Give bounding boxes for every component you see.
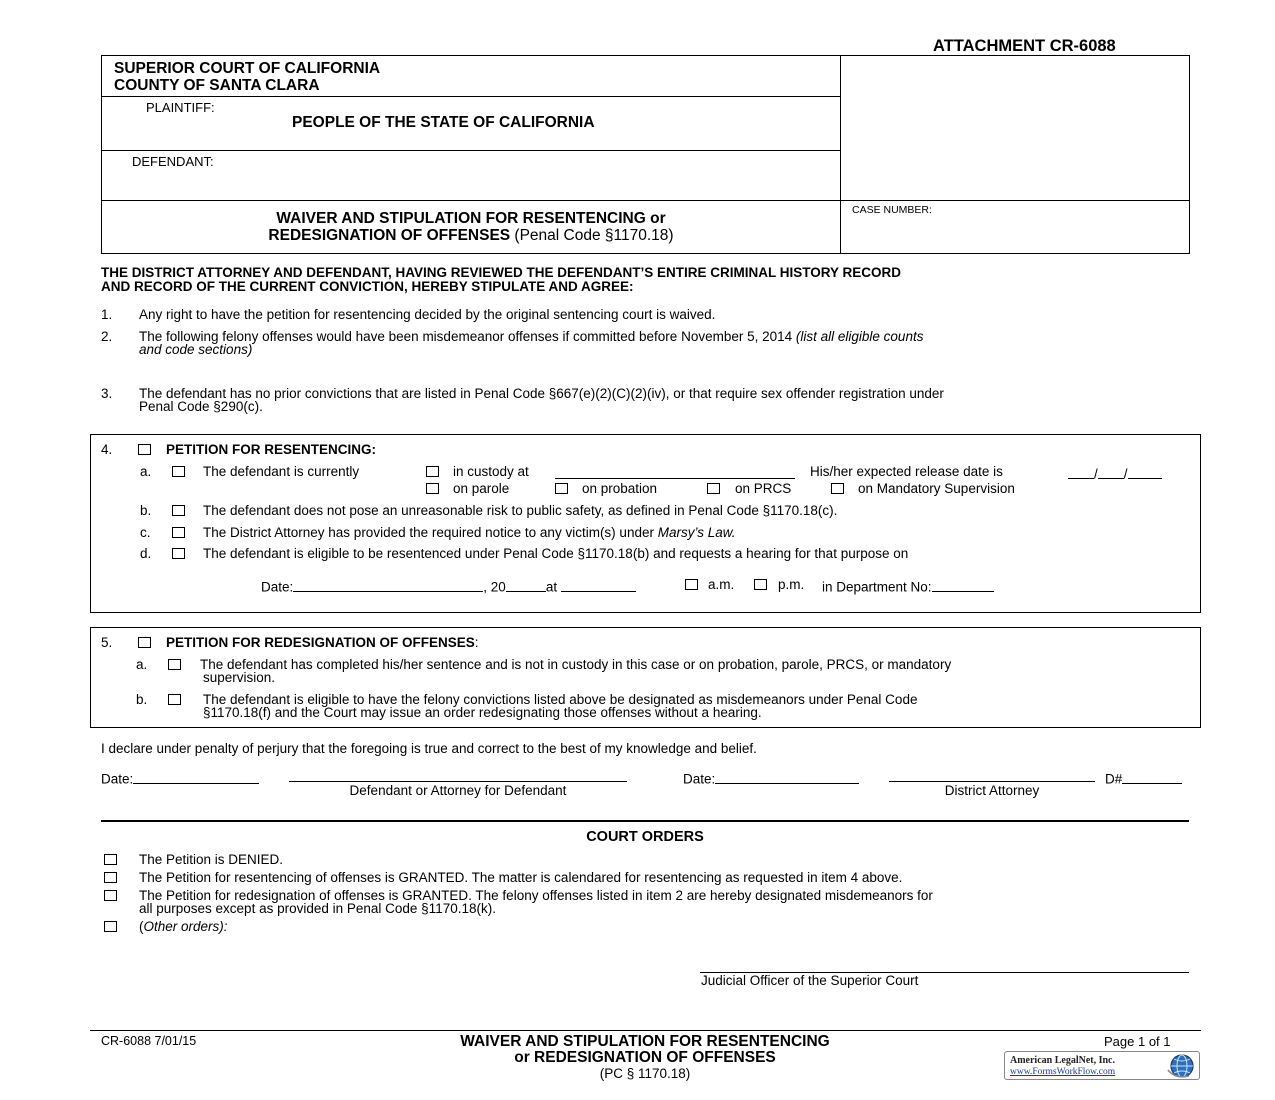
item-1-text: Any right to have the petition for resentencing decided by the original sentencing court is waived. [139,307,716,322]
on-parole-label: on parole [453,481,510,496]
eligible-offenses-field[interactable] [139,358,1189,382]
order-resentencing-text: The Petition for resentencing of offenses is GRANTED. The matter is calendared for resentencing as requested in item 4 above. [139,870,903,885]
on-probation-checkbox[interactable] [555,483,568,494]
court-orders-title: COURT ORDERS [586,829,704,845]
section-4a-text: The defendant is currently [203,464,360,479]
on-probation-label: on probation [582,481,658,496]
custody-location-field[interactable] [555,464,795,482]
section-4c-text: The District Attorney has provided the required notice to any victim(s) under Marsy’s Law. [203,525,736,540]
logo-website[interactable]: www.FormsWorkFlow.com [1010,1067,1116,1077]
section-5a-text: The defendant has completed his/her sentence and is not in custody in this case or on probation, parole, PRCS, or mandatory supervision. [200,657,952,685]
in-custody-checkbox[interactable] [426,466,439,477]
department-field[interactable] [932,577,994,592]
footer-separator [90,1030,1201,1031]
form-title: WAIVER AND STIPULATION FOR RESENTENCING or REDESIGNATION OF OFFENSES (Penal Code §1170.18) [268,210,674,244]
caption-divider-3 [101,200,1190,201]
section-4b-label: b. [140,503,152,518]
plaintiff-name: PEOPLE OF THE STATE OF CALIFORNIA [292,114,595,131]
da-signature-line[interactable] [889,781,1095,782]
section-5b-checkbox[interactable] [168,694,181,705]
section-4b-checkbox[interactable] [172,505,185,516]
footer-title: WAIVER AND STIPULATION FOR RESENTENCING or REDESIGNATION OF OFFENSES (PC § 1170.18) [460,1033,830,1081]
attachment-label: ATTACHMENT CR-6088 [933,37,1116,55]
court-orders-separator [101,820,1189,822]
order-other-text: (Other orders): [139,919,228,934]
legalnet-logo[interactable] [1004,1051,1200,1080]
da-signature-caption: District Attorney [944,783,1040,798]
dnum-row: D# [1105,769,1182,787]
defendant-label: DEFENDANT: [132,154,214,169]
section-5-checkbox[interactable] [138,637,151,648]
section-4-title: PETITION FOR RESENTENCING: [166,442,377,457]
hearing-year-field[interactable] [506,577,546,592]
release-date-label: His/her expected release date is [810,464,1003,479]
in-custody-label: in custody at [453,464,529,479]
item-2-number: 2. [101,329,113,344]
on-parole-checkbox[interactable] [426,483,439,494]
order-redesignation-checkbox[interactable] [104,890,117,901]
judge-signature-caption: Judicial Officer of the Superior Court [701,973,919,988]
caption-divider-1 [101,96,841,97]
section-5a-label: a. [136,657,148,672]
item-3-number: 3. [101,386,113,401]
footer-form-id: CR-6088 7/01/15 [101,1034,197,1048]
order-denied-text: The Petition is DENIED. [139,852,284,867]
order-denied-checkbox[interactable] [104,854,117,865]
footer-page-number: Page 1 of 1 [1104,1034,1171,1049]
intro-stipulation: THE DISTRICT ATTORNEY AND DEFENDANT, HAVING REVIEWED THE DEFENDANT’S ENTIRE CRIMINAL HISTORY RECORD AND RECORD OF THE CURRENT CONVICTION, HEREBY STIPULATE AND AGREE: [101,265,902,294]
section-4-box [90,434,1201,613]
section-4-checkbox[interactable] [138,444,151,455]
dnum-field[interactable] [1122,769,1182,784]
hearing-date-row: Date: , 20 at [261,577,636,595]
am-checkbox[interactable] [685,579,698,590]
defendant-signature-caption: Defendant or Attorney for Defendant [349,783,567,798]
plaintiff-label: PLAINTIFF: [146,100,215,115]
on-mandatory-supervision-checkbox[interactable] [831,483,844,494]
section-5-number: 5. [101,635,113,650]
section-4b-text: The defendant does not pose an unreasonable risk to public safety, as defined in Penal Code §1170.18(c). [203,503,838,518]
court-name: SUPERIOR COURT OF CALIFORNIA COUNTY OF SANTA CLARA [114,60,381,94]
item-3-text: The defendant has no prior convictions that are listed in Penal Code §667(e)(2)(C)(2)(iv), or that require sex offender registration under Penal Code §290(c). [139,386,944,414]
caption-divider-2 [101,150,841,151]
item-1-number: 1. [101,307,113,322]
section-5b-text: The defendant is eligible to have the felony convictions listed above be designated as misdemeanors under Penal Code §1170.18(f) and the Court may issue an order redesignating those offenses without a hearing. [203,692,918,720]
department-row: in Department No: [822,577,994,595]
case-number-field[interactable] [852,218,1182,248]
release-date-field[interactable]: / / [1068,464,1162,482]
hearing-time-field[interactable] [561,577,636,592]
section-4d-text: The defendant is eligible to be resentenced under Penal Code §1170.18(b) and requests a hearing for that purpose on [203,546,909,561]
other-orders-field[interactable] [260,919,1180,959]
item-2-text: The following felony offenses would have been misdemeanor offenses if committed before November 5, 2014 (list all eligible counts and code sections) [139,329,924,357]
da-date-row: Date: [683,769,859,787]
declaration-text: I declare under penalty of perjury that the foregoing is true and correct to the best of my knowledge and belief. [101,741,757,756]
on-prcs-checkbox[interactable] [707,483,720,494]
pm-checkbox[interactable] [754,579,767,590]
defendant-date-field[interactable] [133,769,259,784]
section-4d-label: d. [140,546,152,561]
section-5a-checkbox[interactable] [168,659,181,670]
section-4a-checkbox[interactable] [172,466,185,477]
logo-company-name: American LegalNet, Inc. [1010,1055,1115,1066]
section-4a-label: a. [140,464,152,479]
case-number-label: CASE NUMBER: [852,204,932,216]
on-mandatory-supervision-label: on Mandatory Supervision [858,481,1015,496]
on-prcs-label: on PRCS [735,481,792,496]
hearing-date-field[interactable] [293,577,483,592]
defendant-date-row: Date: [101,769,259,787]
globe-icon [1165,1053,1197,1079]
da-date-field[interactable] [715,769,859,784]
defendant-signature-line[interactable] [289,781,627,782]
section-4c-label: c. [140,525,151,540]
defendant-name-field[interactable] [250,165,830,193]
section-5-title: PETITION FOR REDESIGNATION OF OFFENSES: [166,635,479,650]
section-4-number: 4. [101,442,113,457]
section-4c-checkbox[interactable] [172,527,185,538]
am-label: a.m. [708,577,735,592]
order-redesignation-text: The Petition for redesignation of offenses is GRANTED. The felony offenses listed in item 2 are hereby designated misdemeanors for all purposes except as provided in Penal Code §1170.18(k). [139,888,933,916]
order-resentencing-checkbox[interactable] [104,872,117,883]
section-5b-label: b. [136,692,148,707]
order-other-checkbox[interactable] [104,921,117,932]
section-4d-checkbox[interactable] [172,548,185,559]
pm-label: p.m. [778,577,805,592]
